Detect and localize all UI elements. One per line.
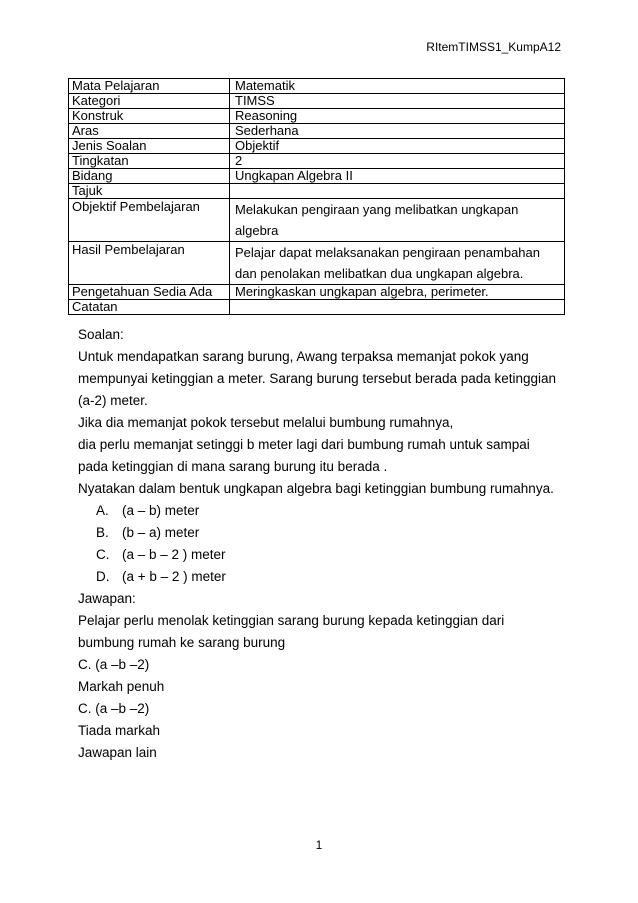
option-text: (a – b) meter [122, 503, 200, 518]
row-key: Hasil Pembelajaran [69, 242, 230, 285]
row-key: Mata Pelajaran [69, 79, 230, 94]
option-a [96, 500, 558, 522]
question-paragraph: dia perlu memanjat setinggi b meter lagi dari bumbung rumah untuk sampai pada ketinggian di mana sarang burung itu berada . [78, 437, 530, 474]
row-key: Catatan [69, 300, 230, 315]
option-letter: D. [96, 569, 110, 584]
question-heading: Soalan: [78, 327, 124, 342]
row-value [230, 184, 565, 199]
table-row [69, 79, 565, 94]
question-paragraph: Nyatakan dalam bentuk ungkapan algebra bagi ketinggian bumbung rumahnya. [78, 481, 554, 496]
table-row [69, 169, 565, 184]
row-key: Aras [69, 124, 230, 139]
option-letter: B. [96, 525, 109, 540]
table-row [69, 184, 565, 199]
answer-heading: Jawapan: [78, 591, 136, 606]
row-key: Kategori [69, 94, 230, 109]
row-value: Reasoning [230, 109, 565, 124]
row-value: Objektif [230, 139, 565, 154]
option-c [96, 544, 558, 566]
row-value: Matematik [230, 79, 565, 94]
table-row [69, 285, 565, 300]
option-b [96, 522, 558, 544]
row-value: Ungkapan Algebra II [230, 169, 565, 184]
question-paragraph: Untuk mendapatkan sarang burung, Awang terpaksa memanjat pokok yang mempunyai ketinggian a meter. Sarang burung tersebut berada pada ketinggian (a-2) meter. [78, 349, 557, 408]
row-key: Tajuk [69, 184, 230, 199]
row-value: 2 [230, 154, 565, 169]
table-row [69, 139, 565, 154]
table-row [69, 242, 565, 285]
row-key: Objektif Pembelajaran [69, 199, 230, 242]
no-marks-label: Tiada markah [78, 723, 161, 738]
option-text: (a – b – 2 ) meter [122, 547, 226, 562]
table-row [69, 124, 565, 139]
table-row [69, 109, 565, 124]
full-marks-label: Markah penuh [78, 679, 165, 694]
table-row [69, 300, 565, 315]
row-value: Meringkaskan ungkapan algebra, perimeter. [230, 285, 565, 300]
other-answer-label: Jawapan lain [78, 745, 157, 760]
question-paragraph: Jika dia memanjat pokok tersebut melalui bumbung rumahnya, [78, 415, 454, 430]
row-key: Bidang [69, 169, 230, 184]
full-answer: C. (a –b –2) [78, 657, 150, 672]
row-value: Sederhana [230, 124, 565, 139]
metadata-table [68, 78, 565, 315]
page-number: 1 [315, 838, 323, 852]
document-code: RItemTIMSS1_KumpA12 [426, 40, 561, 54]
option-d [96, 566, 558, 588]
row-value: Pelajar dapat melaksanakan pengiraan penambahan dan penolakan melibatkan dua ungkapan algebra. [230, 242, 565, 285]
row-key: Pengetahuan Sedia Ada [69, 285, 230, 300]
option-text: (a + b – 2 ) meter [122, 569, 226, 584]
row-value: TIMSS [230, 94, 565, 109]
row-key: Konstruk [69, 109, 230, 124]
option-text: (b – a) meter [122, 525, 200, 540]
table-row [69, 154, 565, 169]
option-letter: A. [96, 503, 109, 518]
option-letter: C. [96, 547, 110, 562]
row-key: Tingkatan [69, 154, 230, 169]
row-value [230, 300, 565, 315]
answer-explanation: Pelajar perlu menolak ketinggian sarang burung kepada ketinggian dari bumbung rumah ke sarang burung [78, 613, 505, 650]
row-value: Melakukan pengiraan yang melibatkan ungkapan algebra [230, 199, 565, 242]
row-key: Jenis Soalan [69, 139, 230, 154]
question-body [78, 324, 558, 764]
answer-repeat: C. (a –b –2) [78, 701, 150, 716]
table-row [69, 199, 565, 242]
table-row [69, 94, 565, 109]
